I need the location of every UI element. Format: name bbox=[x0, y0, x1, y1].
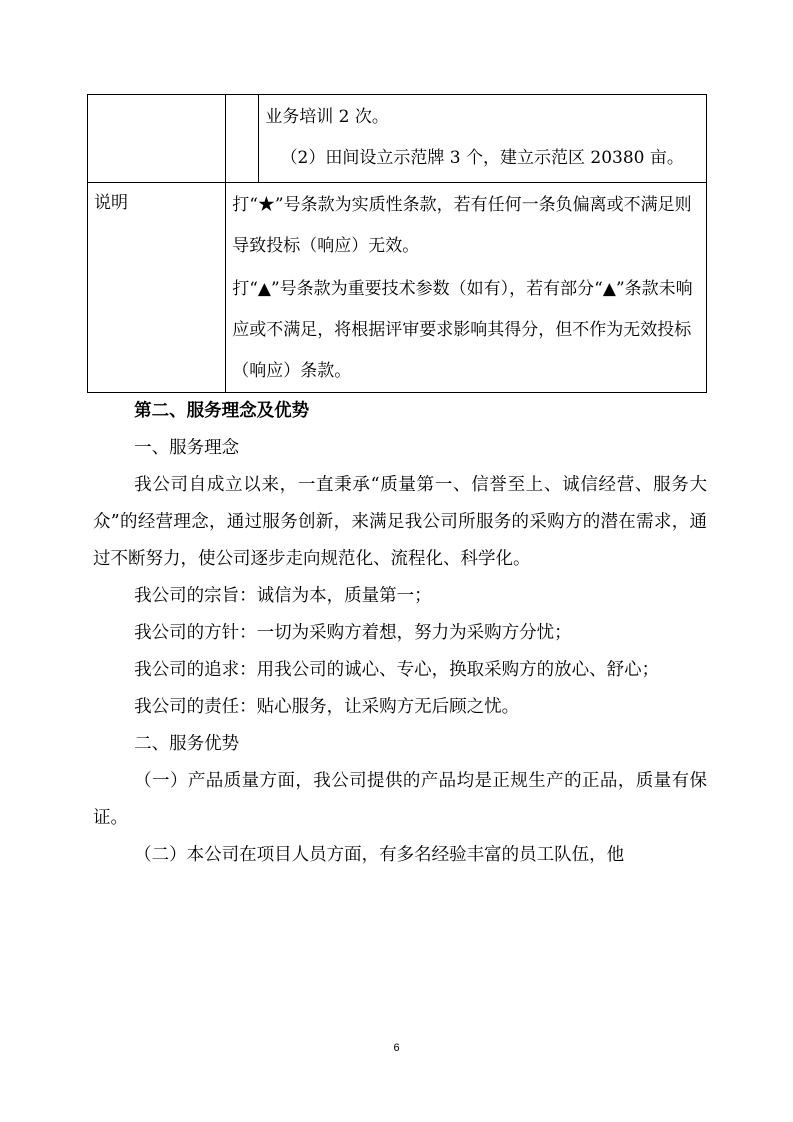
table-cell-line: （2）田间设立示范牌 3 个，建立示范区 20380 亩。 bbox=[280, 148, 684, 168]
paragraph: 我公司的宗旨：诚信为本，质量第一； bbox=[134, 586, 432, 606]
paragraph: 我公司的追求：用我公司的诚心、专心，换取采购方的放心、舒心； bbox=[134, 660, 660, 680]
table-cell-label: 说明 bbox=[88, 183, 226, 393]
table-cell-paragraph: 打“★”号条款为实质性条款，若有任何一条负偏离或不满足则导致投标（响应）无效。 bbox=[232, 195, 692, 256]
table-cell-empty bbox=[226, 95, 259, 183]
paragraph: （一）产品质量方面，我公司提供的产品均是正规生产的正品，质量有保证。 bbox=[93, 771, 707, 828]
spec-table bbox=[87, 94, 707, 393]
page-number: 6 bbox=[393, 1042, 400, 1054]
table-cell-line: 业务培训 2 次。 bbox=[265, 107, 389, 127]
table-cell-content bbox=[259, 95, 707, 183]
paragraph: 我公司的方针：一切为采购方着想，努力为采购方分忧； bbox=[134, 623, 572, 643]
table-row bbox=[88, 95, 707, 183]
table-row bbox=[88, 183, 707, 393]
subheading: 一、服务理念 bbox=[134, 438, 240, 458]
paragraph: （二）本公司在项目人员方面，有多名经验丰富的员工队伍，他 bbox=[134, 845, 625, 865]
table-cell-paragraph: 打“▲”号条款为重要技术参数（如有），若有部分“▲”条款未响应或不满足，将根据评审要求影响其得分，但不作为无效投标（响应）条款。 bbox=[232, 279, 693, 381]
section-heading: 第二、服务理念及优势 bbox=[134, 401, 310, 421]
paragraph: 我公司自成立以来，一直秉承“质量第一、信誉至上、诚信经营、服务大众”的经营理念，通过服务创新，来满足我公司所服务的采购方的潜在需求，通过不断努力，使公司逐步走向规范化、流程化、科学化。 bbox=[93, 475, 707, 569]
table-cell-content bbox=[226, 183, 707, 393]
body-text bbox=[93, 393, 707, 874]
paragraph: 我公司的责任：贴心服务，让采购方无后顾之忧。 bbox=[134, 697, 520, 717]
subheading: 二、服务优势 bbox=[134, 734, 240, 754]
table-cell-empty bbox=[88, 95, 226, 183]
